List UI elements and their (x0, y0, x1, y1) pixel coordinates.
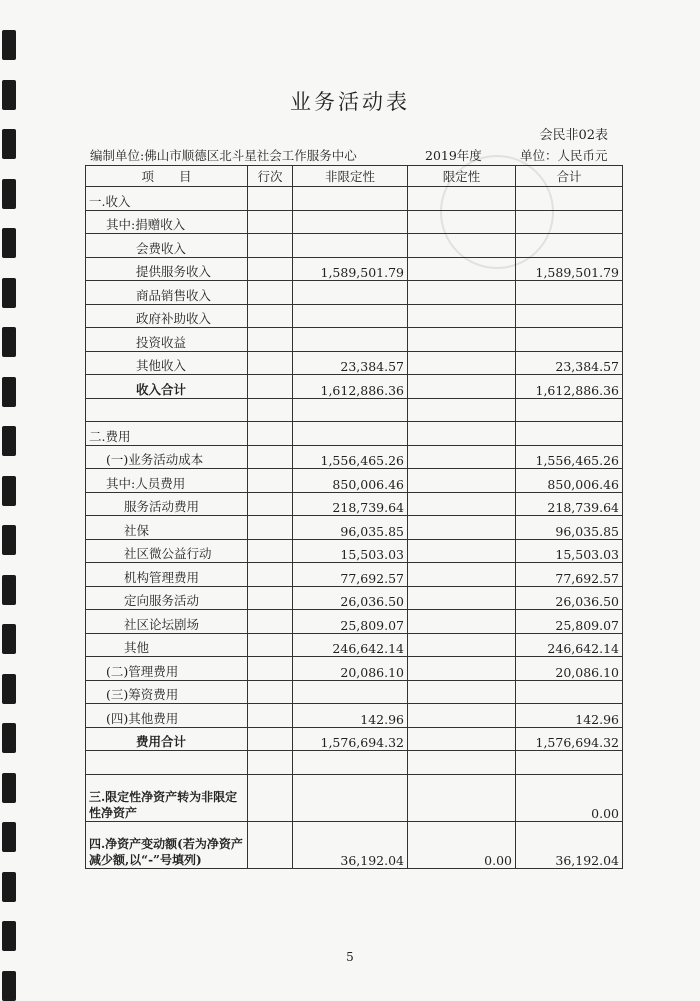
table-row (86, 657, 623, 681)
row-line-no (248, 422, 293, 446)
row-line-no (248, 633, 293, 657)
row-label: 机构管理费用 (86, 563, 248, 587)
row-label: 收入合计 (86, 375, 248, 399)
row-total (516, 210, 623, 234)
row-total: 96,035.85 (516, 516, 623, 540)
row-total: 77,692.57 (516, 563, 623, 587)
table-row (86, 821, 623, 868)
row-total (516, 680, 623, 704)
report-year: 2019年度 (425, 148, 482, 163)
row-unrestricted: 15,503.03 (293, 539, 408, 563)
table-header-row (86, 166, 623, 187)
row-label: 其他 (86, 633, 248, 657)
row-unrestricted: 26,036.50 (293, 586, 408, 610)
binding-hole (2, 30, 16, 60)
row-total: 36,192.04 (516, 821, 623, 868)
row-unrestricted: 850,006.46 (293, 469, 408, 493)
row-label: 一.收入 (86, 187, 248, 211)
row-label: 定向服务活动 (86, 586, 248, 610)
row-total: 1,612,886.36 (516, 375, 623, 399)
row-restricted (408, 657, 516, 681)
table-row (86, 539, 623, 563)
row-unrestricted: 96,035.85 (293, 516, 408, 540)
activity-statement-table (85, 165, 623, 869)
binding-hole (2, 228, 16, 258)
row-label: (二)管理费用 (86, 657, 248, 681)
row-restricted (408, 516, 516, 540)
row-line-no (248, 398, 293, 422)
row-restricted (408, 351, 516, 375)
row-line-no (248, 821, 293, 868)
row-unrestricted (293, 398, 408, 422)
column-header-unrestricted: 非限定性 (293, 166, 408, 187)
table-row (86, 774, 623, 821)
row-line-no (248, 375, 293, 399)
row-total (516, 187, 623, 211)
row-label: (一)业务活动成本 (86, 445, 248, 469)
row-label: 会费收入 (86, 234, 248, 258)
row-line-no (248, 774, 293, 821)
row-restricted (408, 586, 516, 610)
row-label: 提供服务收入 (86, 257, 248, 281)
row-unrestricted: 77,692.57 (293, 563, 408, 587)
row-restricted (408, 704, 516, 728)
table-row (86, 751, 623, 775)
binding-hole (2, 377, 16, 407)
row-restricted (408, 257, 516, 281)
row-line-no (248, 281, 293, 305)
binding-hole (2, 872, 16, 902)
table-row (86, 281, 623, 305)
row-line-no (248, 257, 293, 281)
table-row (86, 422, 623, 446)
row-unrestricted: 246,642.14 (293, 633, 408, 657)
table-row (86, 704, 623, 728)
table-row (86, 351, 623, 375)
binding-hole (2, 921, 16, 951)
row-total: 850,006.46 (516, 469, 623, 493)
binding-hole (2, 723, 16, 753)
binding-hole (2, 624, 16, 654)
row-total (516, 328, 623, 352)
row-line-no (248, 539, 293, 563)
row-label: 投资收益 (86, 328, 248, 352)
binding-hole (2, 179, 16, 209)
table-row (86, 304, 623, 328)
row-restricted (408, 610, 516, 634)
table-row (86, 727, 623, 751)
row-line-no (248, 469, 293, 493)
binding-holes (0, 0, 24, 990)
row-total: 20,086.10 (516, 657, 623, 681)
row-total (516, 398, 623, 422)
table-row (86, 187, 623, 211)
row-restricted (408, 375, 516, 399)
table-row (86, 210, 623, 234)
row-unrestricted (293, 328, 408, 352)
table-row (86, 516, 623, 540)
row-restricted (408, 234, 516, 258)
row-unrestricted (293, 774, 408, 821)
row-restricted (408, 187, 516, 211)
table-row (86, 375, 623, 399)
row-total: 23,384.57 (516, 351, 623, 375)
row-total: 26,036.50 (516, 586, 623, 610)
row-label: 社保 (86, 516, 248, 540)
row-unrestricted (293, 304, 408, 328)
row-label: 政府补助收入 (86, 304, 248, 328)
table-row (86, 610, 623, 634)
row-restricted (408, 445, 516, 469)
row-restricted: 0.00 (408, 821, 516, 868)
row-total: 1,589,501.79 (516, 257, 623, 281)
row-label: 费用合计 (86, 727, 248, 751)
row-label: 二.费用 (86, 422, 248, 446)
row-total (516, 751, 623, 775)
row-line-no (248, 751, 293, 775)
row-restricted (408, 422, 516, 446)
binding-hole (2, 426, 16, 456)
row-restricted (408, 751, 516, 775)
form-number: 会民非02表 (539, 128, 608, 143)
row-label: 其中:捐赠收入 (86, 210, 248, 234)
row-restricted (408, 328, 516, 352)
row-unrestricted: 25,809.07 (293, 610, 408, 634)
row-restricted (408, 774, 516, 821)
row-line-no (248, 445, 293, 469)
reporting-unit: 编制单位:佛山市顺德区北斗星社会工作服务中心 (90, 148, 357, 163)
row-restricted (408, 210, 516, 234)
row-total (516, 234, 623, 258)
row-line-no (248, 234, 293, 258)
row-label (86, 398, 248, 422)
column-header-line-no: 行次 (248, 166, 293, 187)
row-label: (三)筹资费用 (86, 680, 248, 704)
row-total (516, 422, 623, 446)
row-restricted (408, 492, 516, 516)
row-total: 25,809.07 (516, 610, 623, 634)
row-unrestricted: 218,739.64 (293, 492, 408, 516)
row-line-no (248, 187, 293, 211)
row-line-no (248, 328, 293, 352)
row-label: 三.限定性净资产转为非限定性净资产 (86, 774, 248, 821)
row-label: (四)其他费用 (86, 704, 248, 728)
row-line-no (248, 586, 293, 610)
table-row (86, 469, 623, 493)
row-total: 1,556,465.26 (516, 445, 623, 469)
row-line-no (248, 351, 293, 375)
row-restricted (408, 539, 516, 563)
table-row (86, 398, 623, 422)
row-unrestricted (293, 751, 408, 775)
table-row (86, 328, 623, 352)
row-label: 社区论坛剧场 (86, 610, 248, 634)
row-unrestricted (293, 210, 408, 234)
row-total: 1,576,694.32 (516, 727, 623, 751)
row-line-no (248, 704, 293, 728)
row-label: 商品销售收入 (86, 281, 248, 305)
table-row (86, 492, 623, 516)
binding-hole (2, 575, 16, 605)
row-total: 246,642.14 (516, 633, 623, 657)
row-line-no (248, 563, 293, 587)
binding-hole (2, 327, 16, 357)
row-unrestricted: 36,192.04 (293, 821, 408, 868)
row-line-no (248, 680, 293, 704)
row-restricted (408, 727, 516, 751)
row-unrestricted (293, 680, 408, 704)
row-label: 服务活动费用 (86, 492, 248, 516)
row-unrestricted: 23,384.57 (293, 351, 408, 375)
table-row (86, 563, 623, 587)
binding-hole (2, 674, 16, 704)
row-total (516, 281, 623, 305)
row-total: 218,739.64 (516, 492, 623, 516)
binding-hole (2, 129, 16, 159)
row-label: 其他收入 (86, 351, 248, 375)
row-restricted (408, 398, 516, 422)
row-unrestricted: 1,576,694.32 (293, 727, 408, 751)
row-line-no (248, 492, 293, 516)
row-line-no (248, 516, 293, 540)
row-line-no (248, 657, 293, 681)
binding-hole (2, 971, 16, 1001)
row-total: 0.00 (516, 774, 623, 821)
row-line-no (248, 304, 293, 328)
row-line-no (248, 727, 293, 751)
row-restricted (408, 304, 516, 328)
page-number: 5 (346, 950, 354, 964)
row-unrestricted: 1,556,465.26 (293, 445, 408, 469)
row-unrestricted (293, 422, 408, 446)
binding-hole (2, 278, 16, 308)
row-unrestricted (293, 234, 408, 258)
table-row (86, 680, 623, 704)
column-header-total: 合计 (516, 166, 623, 187)
row-label: 四.净资产变动额(若为净资产减少额,以“-”号填列) (86, 821, 248, 868)
binding-hole (2, 773, 16, 803)
row-total: 15,503.03 (516, 539, 623, 563)
row-restricted (408, 680, 516, 704)
row-line-no (248, 210, 293, 234)
table-row (86, 586, 623, 610)
binding-hole (2, 476, 16, 506)
page-title: 业务活动表 (290, 90, 410, 114)
row-label (86, 751, 248, 775)
row-unrestricted: 1,612,886.36 (293, 375, 408, 399)
row-unrestricted (293, 281, 408, 305)
row-restricted (408, 469, 516, 493)
currency-unit: 单位：人民币元 (520, 148, 608, 163)
row-unrestricted (293, 187, 408, 211)
row-label: 其中:人员费用 (86, 469, 248, 493)
row-unrestricted: 20,086.10 (293, 657, 408, 681)
row-restricted (408, 563, 516, 587)
binding-hole (2, 525, 16, 555)
row-label: 社区微公益行动 (86, 539, 248, 563)
column-header-item: 项 目 (86, 166, 248, 187)
row-restricted (408, 281, 516, 305)
row-total (516, 304, 623, 328)
table-row (86, 445, 623, 469)
row-total: 142.96 (516, 704, 623, 728)
binding-hole (2, 822, 16, 852)
table-row (86, 633, 623, 657)
row-restricted (408, 633, 516, 657)
row-unrestricted: 1,589,501.79 (293, 257, 408, 281)
row-unrestricted: 142.96 (293, 704, 408, 728)
row-line-no (248, 610, 293, 634)
table-row (86, 234, 623, 258)
column-header-restricted: 限定性 (408, 166, 516, 187)
table-row (86, 257, 623, 281)
